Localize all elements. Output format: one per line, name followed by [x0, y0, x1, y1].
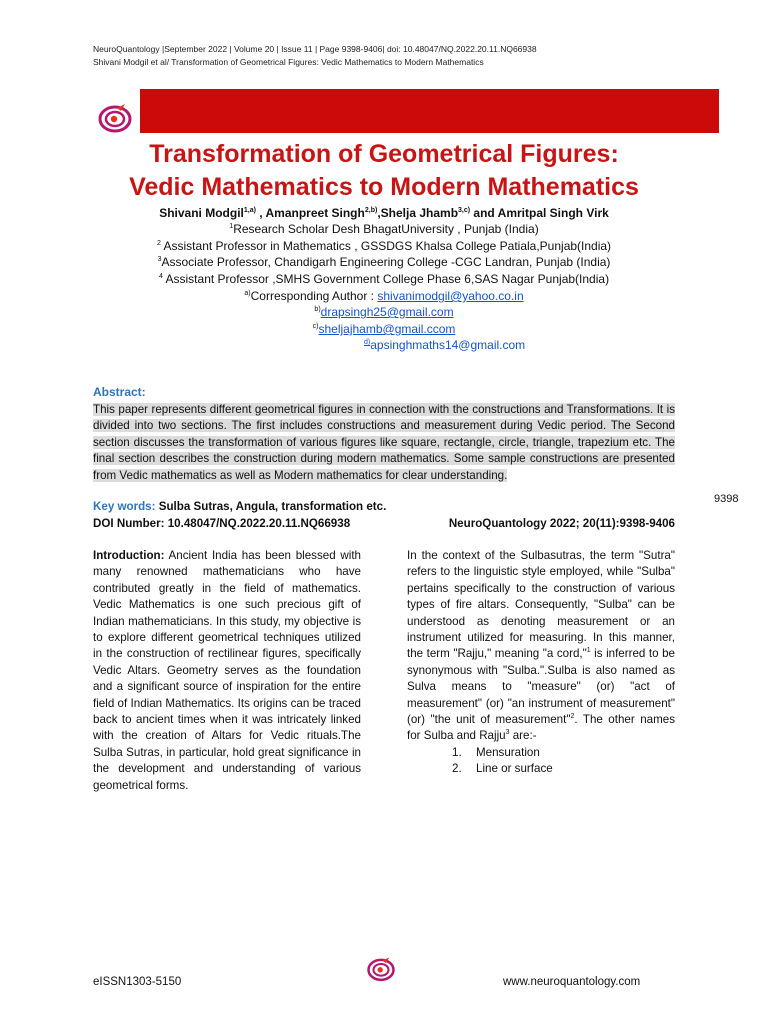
footer-logo-icon	[366, 955, 396, 983]
footer-website[interactable]: www.neuroquantology.com	[503, 976, 641, 988]
author-sep-1: ,	[255, 206, 266, 220]
author-3: Shelja Jhamb	[380, 206, 459, 220]
author-1: Shivani Modgil	[159, 206, 244, 220]
neuroquantology-logo-icon	[97, 102, 133, 134]
list-item	[407, 745, 675, 761]
abstract-text	[93, 402, 675, 484]
footnote-ref-3: 3	[505, 729, 510, 737]
author-2-sup: 2,b)	[364, 207, 378, 214]
affiliation-3-sup: 3	[157, 256, 162, 263]
list-item-text: Mensuration	[476, 745, 540, 759]
sulba-text-3: . The other names for Sulba and Rajju	[407, 713, 675, 743]
introduction-text: Ancient India has been blessed with many renowned mathematicians who have contributed greatly in the field of mathematics. Vedic Mathematics is one such precious gift of Indian mathematicians. In this study, my objective is to explore different geometrical techniques utilized in the construction of rectilinear figures, specifically Vedic Altars. Geometry serves as the foundation and a significant source of inspiration for the entire field of Indian Mathematics. Its origins can be traced back to ancient times when it was intricately linked with the creation of Altars for Vedic rituals.The Sulba Sutras, in particular, hold great significance in the development and understanding of various geometrical forms.	[93, 549, 361, 792]
contact-c	[60, 321, 708, 337]
introduction-label: Introduction:	[93, 549, 165, 562]
keywords	[93, 500, 386, 513]
sulba-paragraph	[407, 548, 675, 745]
author-2: Amanpreet Singh	[265, 206, 365, 220]
body-column-right	[407, 548, 675, 778]
affiliation-1	[60, 221, 708, 237]
corr-sup: a)	[244, 290, 251, 297]
keywords-label: Key words:	[93, 500, 156, 513]
affiliation-4	[60, 271, 708, 287]
contact-b-sup: b)	[314, 306, 321, 313]
affiliation-1-text: Research Scholar Desh BhagatUniversity , Punjab (India)	[233, 222, 539, 236]
list-item-number: 1.	[452, 745, 462, 759]
names-list	[407, 745, 675, 778]
affiliation-2	[60, 238, 708, 254]
footnote-ref-1: 1	[586, 647, 591, 655]
doi-line	[93, 517, 675, 530]
abstract-body: This paper represents different geometrical figures in connection with the constructions and Transformations. It is divided into two sections. The first includes constructions and measurement during Vedic period. The Second section discusses the transformation of various figures like square, rectangle, circle, triangle, trapezium etc. The final section describes the construction during modern mathematics. Some sample constructions are presented from Vedic mathematics as well as Modern mathematics for clear understanding.	[93, 403, 675, 482]
paper-title-line2: Vedic Mathematics to Modern Mathematics	[129, 173, 639, 201]
author-1-sup: 1,a)	[243, 207, 256, 214]
abstract-label: Abstract:	[93, 385, 146, 399]
list-item-number: 2.	[452, 762, 462, 776]
email-link-c[interactable]: sheljajhamb@gmail.ccom	[318, 322, 456, 336]
keywords-text: Sulba Sutras, Angula, transformation etc.	[155, 500, 387, 513]
affiliation-4-text: Assistant Professor ,SMHS Government College Phase 6,SAS Nagar Punjab(India)	[162, 272, 610, 286]
contact-d	[364, 337, 525, 353]
contact-b	[60, 304, 708, 320]
author-list	[60, 205, 708, 221]
running-head-line2: Shivani Modgil et al/ Transformation of Geometrical Figures: Vedic Mathematics to Modern Mathematics	[93, 57, 484, 67]
email-link-d[interactable]: apsinghmaths14@gmail.com	[370, 338, 526, 352]
author-3-sup: 3,c)	[458, 207, 471, 214]
affiliation-3-text: Associate Professor, Chandigarh Engineering College -CGC Landran, Punjab (India)	[161, 255, 611, 269]
corresponding-email-link[interactable]: shivanimodgil@yahoo.co.in	[377, 289, 524, 303]
sulba-text-1: In the context of the Sulbasutras, the term "Sutra" refers to the linguistic style employed, while "Sulba" pertains specifically to the construction of various types of fire altars. Consequently, "Sulba" can be understood as denoting measurement or an instrument utilized for measuring. In this manner, the term "Rajju," meaning "a cord,"	[407, 549, 675, 661]
introduction-paragraph	[93, 548, 361, 794]
running-head-line1: NeuroQuantology |September 2022 | Volume 20 | Issue 11 | Page 9398-9406| doi: 10.48047/NQ.2022.20.11.NQ66938	[93, 44, 537, 54]
affiliation-1-sup: 1	[229, 223, 234, 230]
footnote-ref-2: 2	[570, 713, 575, 721]
journal-citation: NeuroQuantology 2022; 20(11):9398-9406	[448, 517, 675, 530]
affiliation-2-text: Assistant Professor in Mathematics , GSSDGS Khalsa College Patiala,Punjab(India)	[160, 239, 612, 253]
email-link-b[interactable]: drapsingh25@gmail.com	[320, 305, 454, 319]
paper-title-line1: Transformation of Geometrical Figures:	[149, 140, 619, 168]
corresponding-author	[60, 288, 708, 304]
sulba-text-4: are:-	[509, 729, 537, 743]
author-4: and Amritpal Singh Virk	[470, 206, 609, 220]
author-sep-2: ,	[377, 206, 381, 220]
page-number: 9398	[714, 493, 739, 505]
list-item	[407, 761, 675, 777]
sulba-text-2: is inferred to be synonymous with "Sulba.".Sulba is also named as Sulva means to "measure" (or) "act of measurement" (or) "an instrument of measurement" (or) "the unit of measurement"	[407, 647, 675, 727]
affiliation-4-sup: 4	[158, 273, 163, 280]
footer-issn: eISSN1303-5150	[93, 976, 182, 988]
body-column-left	[93, 548, 361, 794]
header-red-bar	[140, 89, 719, 133]
affiliation-3	[60, 254, 708, 270]
contact-d-sup: d)	[364, 339, 371, 346]
list-item-text: Line or surface	[476, 762, 553, 776]
affiliation-2-sup: 2	[156, 240, 161, 247]
corr-label: Corresponding Author :	[250, 289, 378, 303]
doi-number: DOI Number: 10.48047/NQ.2022.20.11.NQ66938	[93, 517, 351, 530]
contact-c-sup: c)	[312, 323, 319, 330]
